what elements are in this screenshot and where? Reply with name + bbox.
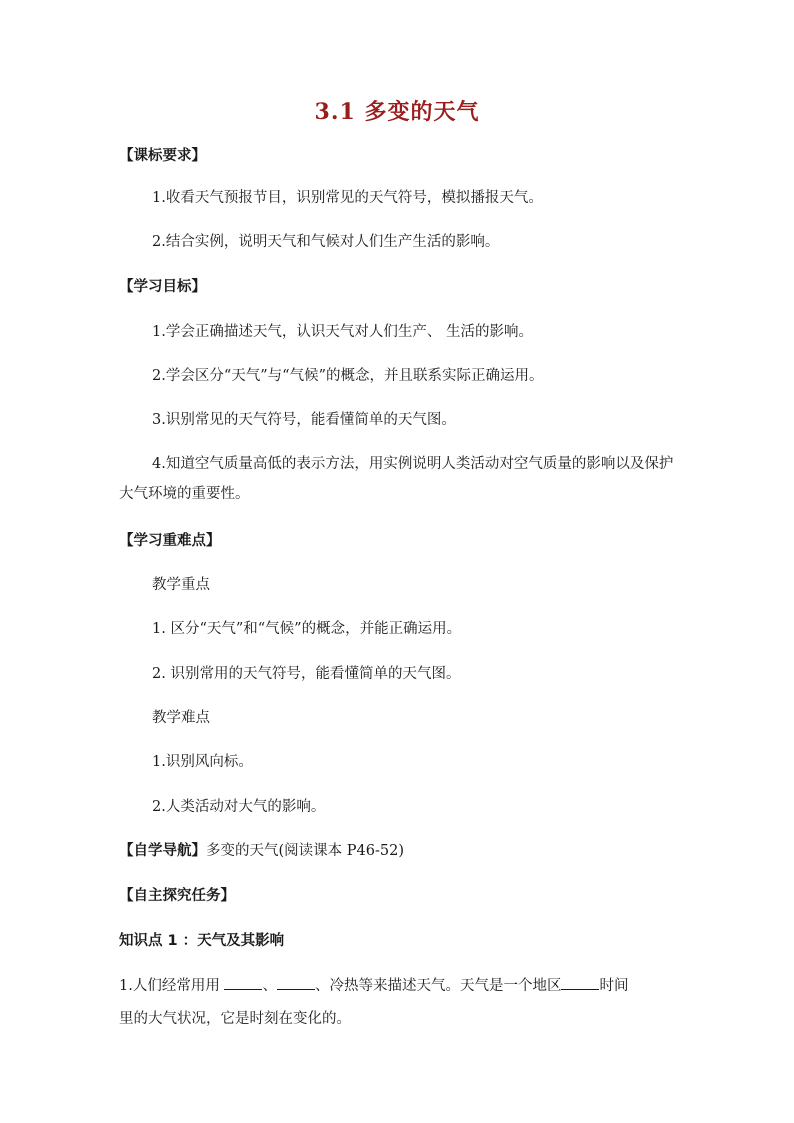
self-study-text: 多变的天气(阅读课本 P46-52) [206,843,404,859]
difficulty-item-1: 1.识别风向标。 [152,754,253,770]
self-study-line [119,841,404,861]
curriculum-item-1: 1.收看天气预报节目，识别常见的天气符号，模拟播报天气。 [152,190,543,206]
section-heading-objectives: 【学习目标】 [119,279,206,295]
knowledge-point-1-heading: 知识点 1 ：天气及其影响 [119,933,285,949]
objective-item-3: 3.识别常见的天气符号，能看懂简单的天气图。 [152,412,456,428]
question-1-line-2: 里的大气状况，它是时刻在变化的。 [119,1011,351,1027]
subheading-teaching-difficulty: 教学难点 [152,710,210,726]
answer-blank-2[interactable] [277,975,315,990]
objective-item-2: 2.学会区分“天气”与“气候”的概念，并且联系实际正确运用。 [152,368,544,384]
question-1-text-b: 、 [262,978,277,994]
section-heading-self-study: 【自学导航】 [119,843,206,859]
question-1-text-d: 时间 [599,978,629,994]
objective-item-4: 4.知道空气质量高低的表示方法，用实例说明人类活动对空气质量的影响以及保护大气环境的重要性。 [119,456,674,502]
focus-item-1: 1. 区分“天气”和“气候”的概念，并能正确运用。 [152,621,462,637]
section-heading-key-points: 【学习重难点】 [119,533,221,549]
section-heading-inquiry-tasks: 【自主探究任务】 [119,888,235,904]
answer-blank-1[interactable] [224,975,262,990]
subheading-teaching-focus: 教学重点 [152,577,210,593]
question-1-line-1 [119,975,628,996]
focus-item-2: 2. 识别常用的天气符号，能看懂简单的天气图。 [152,666,461,682]
page-title: 3.1 多变的天气 [314,99,480,125]
difficulty-item-2: 2.人类活动对大气的影响。 [152,799,326,815]
objective-item-1: 1.学会正确描述天气，认识天气对人们生产、 生活的影响。 [152,324,533,340]
question-1-text-c: 、冷热等来描述天气。天气是一个地区 [314,978,562,994]
question-1-text-a: 1.人们经常用用 [119,978,225,994]
section-heading-curriculum: 【课标要求】 [119,148,206,164]
answer-blank-3[interactable] [561,975,599,990]
curriculum-item-2: 2.结合实例，说明天气和气候对人们生产生活的影响。 [152,234,500,250]
